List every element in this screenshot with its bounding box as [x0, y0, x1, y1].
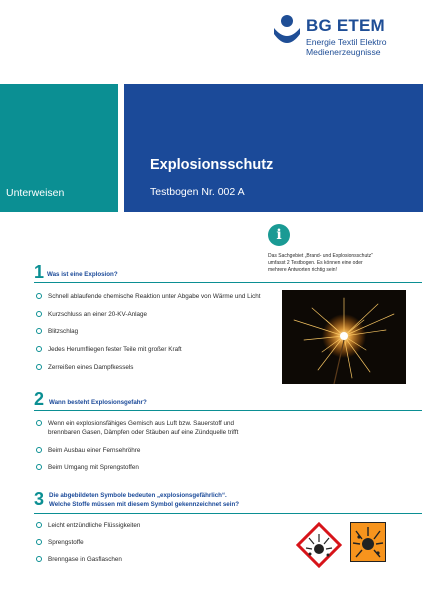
answer-checkbox[interactable]	[36, 293, 42, 299]
logo-subline-2: Medienerzeugnisse	[306, 47, 381, 57]
answer-text: Wenn ein explosionsfähiges Gemisch aus Luft bzw. Sauerstoff und	[48, 420, 234, 427]
info-note-line: umfasst 2 Testbogen. Es können eine oder	[268, 260, 363, 266]
answer-checkbox[interactable]	[36, 328, 42, 334]
question-text: Die abgebildeten Symbole bedeuten „explosionsgefährlich“.	[49, 492, 227, 499]
answer-text: Blitzschlag	[48, 328, 79, 335]
explosion-icon	[351, 523, 385, 561]
question-number: 1	[34, 262, 45, 282]
answer-checkbox[interactable]	[36, 522, 42, 528]
category-label: Unterweisen	[6, 187, 65, 199]
bg-etem-logo	[272, 14, 412, 74]
info-note-line: mehrere Antworten richtig sein!	[268, 267, 337, 273]
answer-checkbox[interactable]	[36, 539, 42, 545]
info-icon: i	[268, 224, 290, 246]
answer-text: Kurzschluss an einer 20-KV-Anlage	[48, 311, 148, 318]
question-divider	[34, 513, 422, 514]
question-text: Wann besteht Explosionsgefahr?	[49, 399, 147, 406]
answer-checkbox[interactable]	[36, 364, 42, 370]
bg-etem-logo-icon	[272, 14, 302, 50]
answer-text: Brenngase in Gasflaschen	[48, 556, 122, 563]
question-divider	[34, 282, 422, 283]
question-text: Was ist eine Explosion?	[47, 271, 118, 278]
answer-text: Zerreißen eines Dampfkessels	[48, 364, 134, 371]
question-number: 3	[34, 489, 45, 509]
page-title: Explosionsschutz	[150, 157, 274, 173]
answer-text: Schnell ablaufende chemische Reaktion unter Abgabe von Wärme und Licht	[48, 293, 261, 300]
answer-checkbox[interactable]	[36, 311, 42, 317]
ghs-explosive-icon	[296, 522, 342, 568]
answer-text: Beim Ausbau einer Fernsehröhre	[48, 447, 141, 454]
sparkler-photo	[282, 290, 406, 384]
answer-text: Beim Umgang mit Sprengstoffen	[48, 464, 139, 471]
sparkler-image	[282, 290, 406, 384]
explosive-hazard-symbol	[350, 522, 386, 562]
answer-text: Jedes Herumfliegen fester Teile mit großer Kraft	[48, 346, 182, 353]
test-sheet-number: Testbogen Nr. 002 A	[150, 186, 245, 198]
answer-checkbox[interactable]	[36, 420, 42, 426]
answer-text: Leicht entzündliche Flüssigkeiten	[48, 522, 141, 529]
logo-title: BG ETEM	[306, 16, 385, 35]
answer-checkbox[interactable]	[36, 346, 42, 352]
answer-checkbox[interactable]	[36, 556, 42, 562]
answer-checkbox[interactable]	[36, 447, 42, 453]
question-text: Welche Stoffe müssen mit diesem Symbol gekennzeichnet sein?	[49, 501, 240, 508]
answer-text: brennbaren Gasen, Dämpfen oder Stäuben auf eine Zündquelle trifft	[48, 429, 239, 436]
info-note	[268, 253, 418, 274]
answer-text: Sprengstoffe	[48, 539, 84, 546]
info-note-line: Das Sachgebiet „Brand- und Explosionsschutz“	[268, 253, 373, 259]
answer-checkbox[interactable]	[36, 464, 42, 470]
logo-subline-1: Energie Textil Elektro	[306, 37, 387, 47]
question-divider	[34, 410, 422, 411]
question-number: 2	[34, 389, 45, 409]
